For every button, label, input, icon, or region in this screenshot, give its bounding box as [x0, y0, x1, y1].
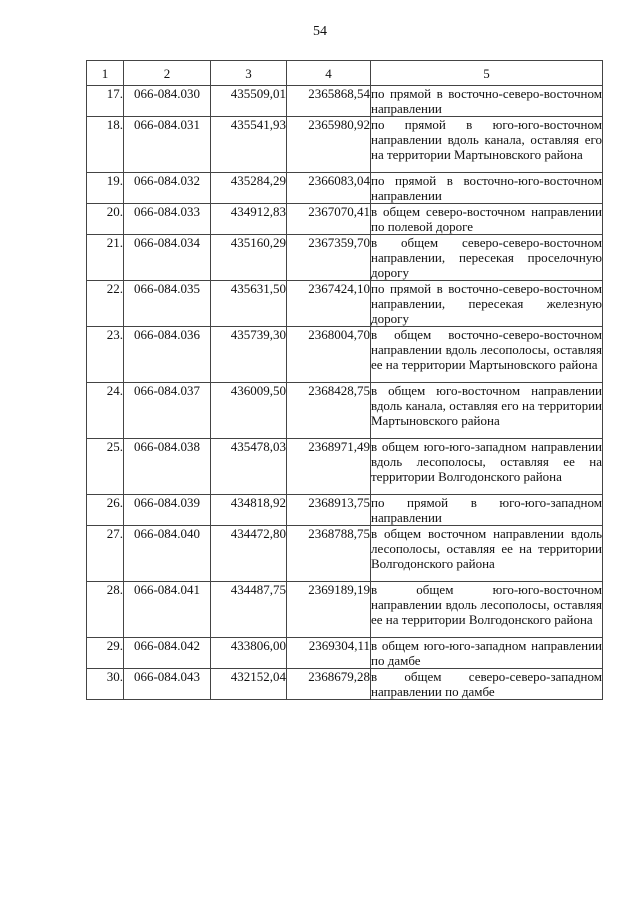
row-number: 29.	[87, 638, 124, 669]
coordinate-x: 434912,83	[211, 204, 287, 235]
row-number: 28.	[87, 582, 124, 638]
boundary-description: в общем северо-северо-восточном направлении, пересекая проселочную дорогу	[371, 235, 602, 280]
coordinate-x: 435284,29	[211, 173, 287, 204]
coordinate-x: 435541,93	[211, 117, 287, 173]
row-number: 22.	[87, 281, 124, 327]
point-code: 066-084.035	[124, 281, 211, 327]
coordinate-x: 434487,75	[211, 582, 287, 638]
row-number: 23.	[87, 327, 124, 383]
table-row	[87, 117, 603, 173]
header-col-5: 5	[371, 61, 603, 86]
boundary-description: по прямой в восточно-северо-восточном направлении, пересекая железную дорогу	[371, 281, 602, 326]
table-row	[87, 173, 603, 204]
header-col-3: 3	[211, 61, 287, 86]
boundary-description: в общем северо-северо-западном направлении по дамбе	[371, 669, 602, 699]
coordinate-y: 2368971,49	[287, 439, 371, 495]
table-row	[87, 582, 603, 638]
coordinate-y: 2369304,11	[287, 638, 371, 669]
row-number: 20.	[87, 204, 124, 235]
point-code: 066-084.041	[124, 582, 211, 638]
coordinate-x: 433806,00	[211, 638, 287, 669]
boundary-description: в общем юго-юго-восточном направлении вдоль лесополосы, оставляя ее на территории Волгодонского района	[371, 582, 603, 638]
table-row	[87, 669, 603, 700]
coordinate-y: 2366083,04	[287, 173, 371, 204]
coordinate-y: 2367424,10	[287, 281, 371, 327]
point-code: 066-084.036	[124, 327, 211, 383]
coordinate-x: 435160,29	[211, 235, 287, 281]
table-row	[87, 439, 603, 495]
table-row	[87, 281, 603, 327]
coordinate-y: 2368913,75	[287, 495, 371, 526]
coordinate-y: 2367070,41	[287, 204, 371, 235]
coordinate-y: 2368004,70	[287, 327, 371, 383]
table-row	[87, 204, 603, 235]
point-code: 066-084.040	[124, 526, 211, 582]
boundary-description: в общем юго-юго-западном направлении вдоль лесополосы, оставляя ее на территории Волгодонского района	[371, 439, 603, 495]
coordinate-x: 435509,01	[211, 86, 287, 117]
point-code: 066-084.031	[124, 117, 211, 173]
table-row	[87, 383, 603, 439]
coordinate-y: 2365980,92	[287, 117, 371, 173]
row-number: 21.	[87, 235, 124, 281]
header-col-1: 1	[87, 61, 124, 86]
row-number: 19.	[87, 173, 124, 204]
table-row	[87, 327, 603, 383]
coordinate-y: 2368428,75	[287, 383, 371, 439]
header-col-2: 2	[124, 61, 211, 86]
row-number: 17.	[87, 86, 124, 117]
point-code: 066-084.032	[124, 173, 211, 204]
coordinate-x: 434818,92	[211, 495, 287, 526]
point-code: 066-084.038	[124, 439, 211, 495]
table-header-row	[87, 61, 603, 86]
point-code: 066-084.043	[124, 669, 211, 700]
boundary-description: по прямой в юго-юго-восточном направлении вдоль канала, оставляя его на территории Мартыновского района	[371, 117, 603, 173]
boundary-description: по прямой в юго-юго-западном направлении	[371, 495, 602, 525]
point-code: 066-084.034	[124, 235, 211, 281]
boundary-description: по прямой в восточно-юго-восточном направлении	[371, 173, 602, 203]
point-code: 066-084.039	[124, 495, 211, 526]
table-row	[87, 638, 603, 669]
boundary-description: в общем юго-восточном направлении вдоль канала, оставляя его на территории Мартыновского района	[371, 383, 603, 439]
coordinate-x: 434472,80	[211, 526, 287, 582]
table-row	[87, 235, 603, 281]
boundary-description: по прямой в восточно-северо-восточном направлении	[371, 86, 602, 116]
row-number: 18.	[87, 117, 124, 173]
coordinate-x: 436009,50	[211, 383, 287, 439]
page-number: 54	[313, 24, 327, 39]
boundary-description: в общем северо-восточном направлении по полевой дороге	[371, 204, 602, 234]
row-number: 26.	[87, 495, 124, 526]
boundary-description: в общем юго-юго-западном направлении по дамбе	[371, 638, 602, 668]
coordinate-y: 2368788,75	[287, 526, 371, 582]
row-number: 30.	[87, 669, 124, 700]
table-row	[87, 526, 603, 582]
boundary-description: в общем восточно-северо-восточном направлении вдоль лесополосы, оставляя ее на территории Мартыновского района	[371, 327, 603, 383]
coordinate-y: 2369189,19	[287, 582, 371, 638]
header-col-4: 4	[287, 61, 371, 86]
boundary-table	[86, 60, 603, 700]
coordinate-x: 435631,50	[211, 281, 287, 327]
coordinate-y: 2367359,70	[287, 235, 371, 281]
coordinate-x: 435739,30	[211, 327, 287, 383]
boundary-description: в общем восточном направлении вдоль лесополосы, оставляя ее на территории Волгодонского района	[371, 526, 603, 582]
point-code: 066-084.042	[124, 638, 211, 669]
row-number: 24.	[87, 383, 124, 439]
table-row	[87, 495, 603, 526]
coordinate-y: 2368679,28	[287, 669, 371, 700]
point-code: 066-084.030	[124, 86, 211, 117]
point-code: 066-084.037	[124, 383, 211, 439]
table-row	[87, 86, 603, 117]
row-number: 27.	[87, 526, 124, 582]
point-code: 066-084.033	[124, 204, 211, 235]
coordinate-x: 432152,04	[211, 669, 287, 700]
coordinate-y: 2365868,54	[287, 86, 371, 117]
coordinate-x: 435478,03	[211, 439, 287, 495]
row-number: 25.	[87, 439, 124, 495]
